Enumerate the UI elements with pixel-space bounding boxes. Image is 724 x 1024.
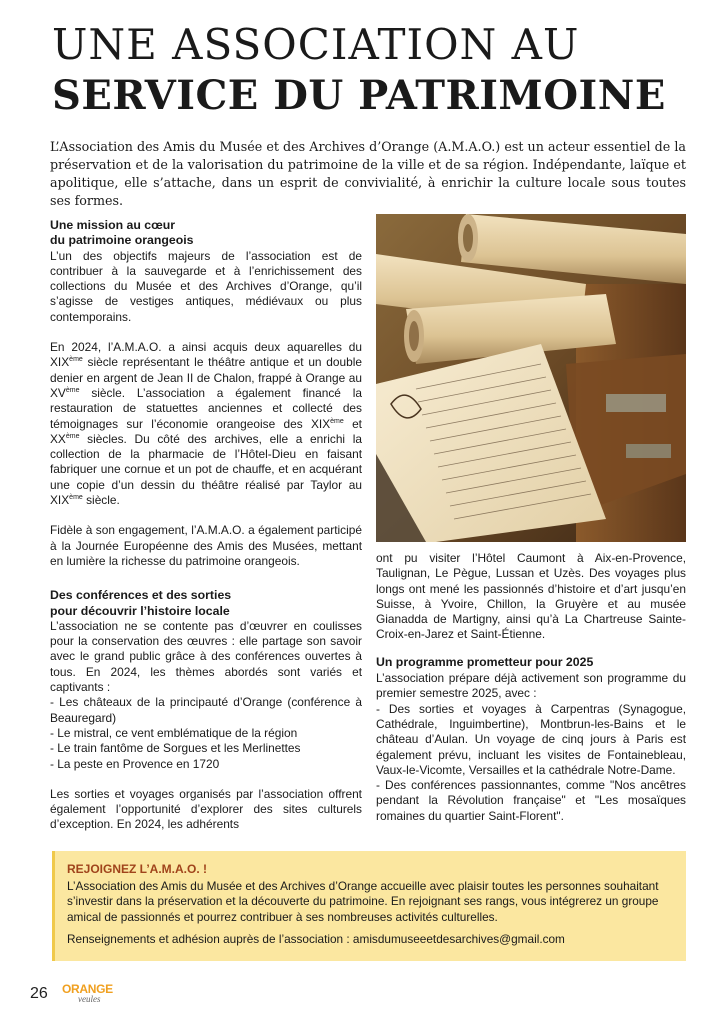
orange-logo <box>62 983 122 1007</box>
title-line-2: SERVICE DU PATRIMOINE <box>52 72 666 119</box>
mission-paragraph-3: Fidèle à son engagement, l’A.M.A.O. a également participé à la Journée Européenne des Amis des Musées, mettant en lumière la richesse du patrimoine orangeois. <box>50 523 362 568</box>
programme-item: - Des conférences passionnantes, comme "Nos ancêtres pendant la Révolution française" et "Les mosaïques romaines du quartier Saint-Florent". <box>376 778 686 823</box>
intro-paragraph: L’Association des Amis du Musée et des Archives d’Orange (A.M.A.O.) est un acteur essentiel de la préservation et de la valorisation du patrimoine de la ville et de sa région. Indépendante, laïque et apolitique, elle s’attache, dans un esprit de convivialité, à enrichir la culture locale sous toutes ses formes. <box>50 139 686 208</box>
conferences-heading <box>50 588 362 619</box>
left-column <box>50 218 362 848</box>
contact-line: Renseignements et adhésion auprès de l’association : amisdumuseeetdesarchives@gmail.com <box>67 932 565 947</box>
conference-item: - La peste en Provence en 1720 <box>50 756 220 771</box>
mission-heading <box>50 218 362 249</box>
conferences-heading-line-2: pour découvrir l’histoire locale <box>50 603 230 618</box>
mission-paragraph-1: L’un des objectifs majeurs de l’association est de contribuer à la sauvegarde et à l’enrichissement des collections du Musée et des Archives d’Orange, qu’il s’agisse de vestiges antiques, médiévaux ou plus contemporains. <box>50 248 362 324</box>
programme-paragraph: L’association prépare déjà activement son programme du premier semestre 2025, avec : <box>376 671 686 701</box>
conferences-paragraph-1: L’association ne se contente pas d’œuvrer en coulisses pour la conservation des œuvres : elle partage son savoir avec le grand public grâce à des conférences ouvertes à tous. En 2024, les thèmes abordés sont variés et captivants : <box>50 618 362 695</box>
programme-item: - Des sorties et voyages à Carpentras (Synagogue, Cathédrale, Inguimbertine), Montbrun-les-Bains et le château d’Aulan. Un voyage de cinq jours à Paris est également prévu, incluant les visites de Fontainebleau, Vaux-le-Vicomte, Versailles et la cathédrale Notre-Dame. <box>376 701 686 777</box>
archives-manuscripts-photo <box>376 214 686 542</box>
logo-sub: veules <box>78 994 101 1004</box>
join-box <box>52 851 686 961</box>
logo-word: ORANGE <box>62 982 113 996</box>
right-column <box>376 551 686 824</box>
conferences-heading-line-1: Des conférences et des sorties <box>50 588 232 603</box>
conferences-list <box>50 695 362 771</box>
title-line-1: UNE ASSOCIATION AU <box>52 20 580 69</box>
mission-heading-line-1: Une mission au cœur <box>50 218 176 232</box>
conferences-paragraph-2: Les sorties et voyages organisés par l’association offrent également l’opportunité d’explorer des sites culturels d’exception. En 2024, les adhérents <box>50 786 362 832</box>
conference-item: - Le mistral, ce vent emblématique de la région <box>50 725 298 740</box>
mission-paragraph-2: En 2024, l’A.M.A.O. a ainsi acquis deux aquarelles du XIXème siècle représentant le théâtre antique et un double denier en argent de Jean II de Chalon, frappé à Orange au XVème siècle. L’association a également financé la restauration de statuettes anciennes et collecté des témoignages sur l’économie orangeoise des XIXème et XXème siècles. Du côté des archives, elle a enrichi la collection de la pharmacie de l’Hôtel-Dieu en faisant fabriquer une cornue et un pot de chauffe, et en acquérant une copie d’un dessin du théâtre réalisé par Taylor au XIXème siècle. <box>50 340 362 508</box>
conference-item: - Le train fantôme de Sorgues et les Merlinettes <box>50 741 301 756</box>
conference-item: - Les châteaux de la principauté d’Orange (conférence à Beauregard) <box>50 695 362 725</box>
conferences-paragraph-2-continued: ont pu visiter l’Hôtel Caumont à Aix-en-Provence, Taulignan, Le Pègue, Lussan et Uzès. Des voyages plus longs ont mené les passionnés d’histoire et d’art jusqu’en Suisse, à Yvoire, Chillon, la Gruyère et au musée Gianadda de Martigny, ainsi qu’à La Chartreuse Sainte-Croix-en-Jarez et Saint-Étienne. <box>376 551 686 642</box>
page-number: 26 <box>30 985 48 1002</box>
join-text: L’Association des Amis du Musée et des Archives d’Orange accueille avec plaisir toutes les personnes souhaitant s’investir dans la préservation et la découverte du patrimoine. En rejoignant ses rangs, vous intégrerez un groupe amical de passionnés et pourrez contribuer à ses nombreuses activités culturelles. <box>67 878 659 924</box>
mission-heading-line-2: du patrimoine orangeois <box>50 233 194 248</box>
programme-list <box>376 702 686 824</box>
join-heading: REJOIGNEZ L’A.M.A.O. ! <box>67 862 208 876</box>
programme-heading: Un programme prometteur pour 2025 <box>376 654 594 669</box>
